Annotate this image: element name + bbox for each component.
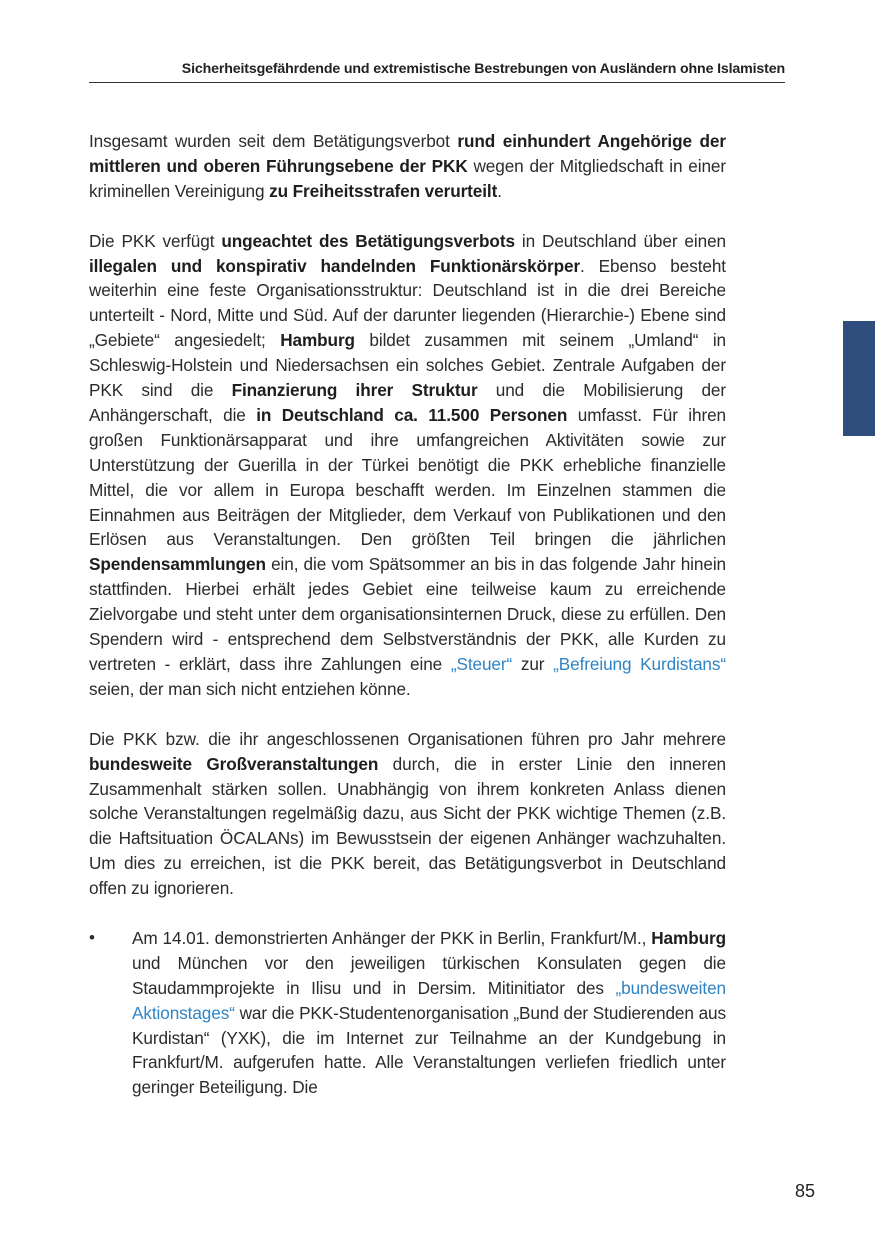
bold-run: Hamburg <box>651 927 726 948</box>
bold-run: Finanzierung ihrer Struktur <box>231 380 478 401</box>
text-run: in Deutschland über einen <box>514 230 726 251</box>
paragraph-organisation <box>89 229 726 702</box>
bullet-list <box>89 926 726 1100</box>
highlighted-term: „bundesweiten Aktionstages“ <box>132 977 726 1023</box>
bold-run: zu Freiheitsstrafen verurteilt <box>269 180 498 201</box>
text-run: und die Mobilisierung der Anhängerschaft, die <box>89 380 726 425</box>
list-item <box>89 926 726 1100</box>
text-run: bildet zusammen mit seinem „Umland“ in Schleswig-Holstein und Niedersachsen ein solches Gebiet. Zentrale Aufgaben der PKK sind die <box>89 330 726 401</box>
running-header <box>89 60 785 83</box>
bold-run: rund einhundert Angehörige der mittleren und oberen Führungsebene der PKK <box>89 131 726 176</box>
running-header-title: Sicherheitsgefährdende und extremistische Bestrebungen von Ausländern ohne Islamisten <box>181 61 785 77</box>
bold-run: bundesweite Großveranstaltungen <box>89 753 379 774</box>
bold-run: Hamburg <box>280 330 355 351</box>
text-run: und München vor den jeweiligen türkischen Konsulaten gegen die Staudammprojekte in Ilisu und in Dersim. Mitinitiator des <box>132 952 726 998</box>
text-run: Am 14.01. demonstrierten Anhänger der PKK in Berlin, Frankfurt/M., <box>132 927 652 948</box>
text-run: wegen der Mitgliedschaft in einer kriminellen Vereinigung <box>89 155 726 201</box>
bullet-marker: • <box>89 927 95 947</box>
text-run: Insgesamt wurden seit dem Betätigungsverbot <box>89 131 458 151</box>
text-run: ein, die vom Spätsommer an bis in das folgende Jahr hinein stattfinden. Hierbei erhält jedes Gebiet eine teilweise kaum zu erreichende Zielvorgabe und steht unter dem organisationsinternen Druck, diese zu erfüllen. Den Spendern wird - entsprechend dem Selbstverständnis der PKK, alle Kurden zu vertreten - erklärt, dass ihre Zahlungen eine <box>89 554 726 675</box>
highlighted-term: „Befreiung Kurdistans“ <box>553 654 726 675</box>
text-run: zur <box>512 654 554 675</box>
text-run: Die PKK bzw. die ihr angeschlossenen Organisationen führen pro Jahr mehrere <box>89 728 726 749</box>
highlighted-term: „Steuer“ <box>450 654 513 675</box>
text-run: durch, die in erster Linie den inneren Zusammenhalt stärken sollen. Unabhängig von ihrem konkreten Anlass dienen solche Veranstaltungen regelmäßig dazu, aus Sicht der PKK wichtige Themen (z.B. die Haftsituation ÖCALANs) im Bewusstsein der eigenen Anhänger wachzuhalten. Um dies zu erreichen, ist die PKK bereit, das Betätigungsverbot in Deutschland offen zu ignorieren. <box>89 753 726 899</box>
main-text <box>89 129 726 1100</box>
text-run: umfasst. Für ihren großen Funktionärsapparat und ihre umfangreichen Aktivitäten sowie zur Unterstützung der Guerilla in der Türkei benötigt die PKK erhebliche finanzielle Mittel, die vor allem in Europa beschafft werden. Im Einzelnen stammen die Einnahmen aus Beiträgen der Mitglieder, dem Verkauf von Publikationen und den Erlösen aus Veranstaltungen. Den größten Teil bringen die jährlichen <box>89 404 726 550</box>
chapter-side-tab <box>843 321 875 436</box>
page-number: 85 <box>795 1181 816 1201</box>
text-run: seien, der man sich nicht entziehen könne. <box>89 678 411 699</box>
text-run: . <box>497 180 502 201</box>
bold-run: Spendensammlungen <box>89 554 266 575</box>
bold-run: ungeachtet des Betätigungsverbots <box>221 230 515 251</box>
paragraph-events <box>89 727 726 901</box>
text-run: Die PKK verfügt <box>89 230 222 251</box>
text-run: . Ebenso besteht weiterhin eine feste Organisationsstruktur: Deutschland ist in die drei Bereiche unterteilt - Nord, Mitte und Süd. Auf der darunter liegenden (Hierarchie-) Ebene sind „Gebiete“ angesiedelt; <box>89 255 726 351</box>
paragraph-convictions <box>89 129 726 204</box>
text-run: war die PKK-Studentenorganisation „Bund der Studierenden aus Kurdistan“ (YXK), die im Internet zur Teilnahme an der Kundgebung in Frankfurt/M. aufgerufen hatte. Alle Veranstaltungen verliefen friedlich unter geringer Beteiligung. Die <box>132 1002 726 1098</box>
bold-run: in Deutschland ca. 11.500 Personen <box>256 404 568 425</box>
bold-run: illegalen und konspirativ handelnden Funktionärskörper <box>89 255 581 276</box>
